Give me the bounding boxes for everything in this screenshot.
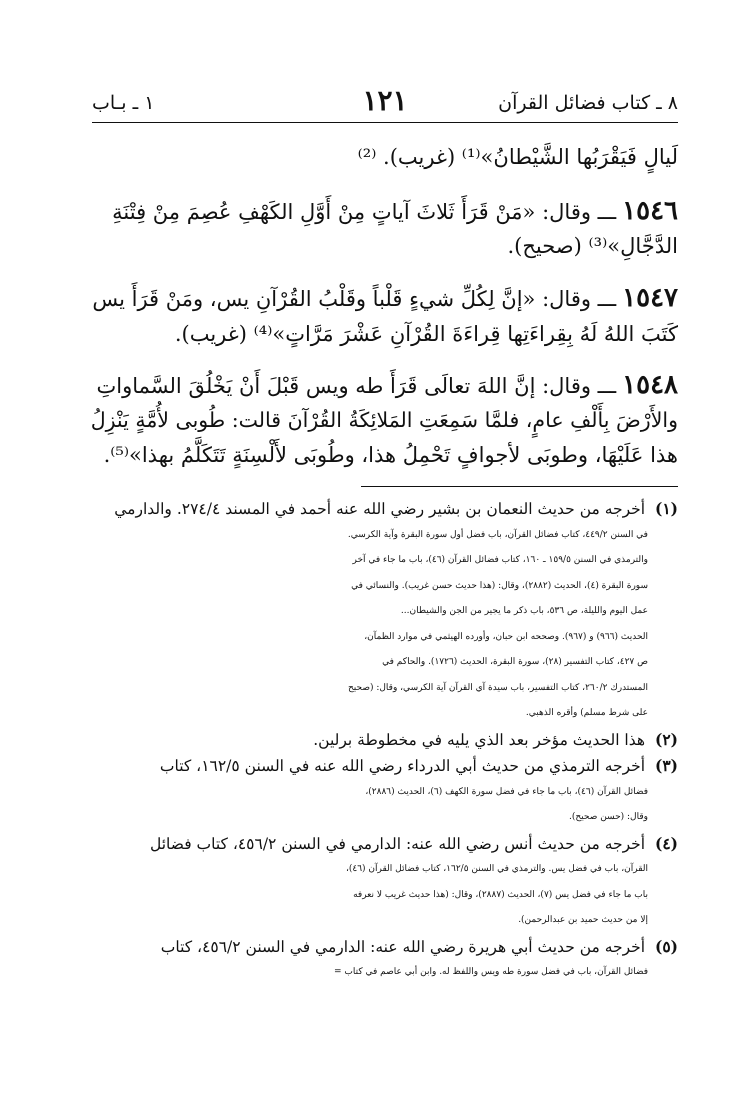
hadith-text: ـــ وقال: إنَّ اللهَ تعالَى قَرَأَ طه ويس قَبْلَ أَنْ يَخْلُقَ السَّماواتِ bbox=[96, 374, 617, 398]
footnote-5-line bbox=[86, 934, 678, 961]
footnote-4-line: باب ما جاء في فضل يس (٧)، الحديث (٢٨٨٧)، وقال: (هذا حديث غريب لا نعرفه bbox=[353, 889, 648, 900]
footnote-3-line: فضائل القرآن (٤٦)، باب ما جاء في فضل سورة الكهف (٦)، الحديث (٢٨٨٦)، bbox=[365, 786, 648, 797]
footnote-number: (٥) bbox=[654, 936, 678, 956]
continuation-line: لَيالٍ فَيَقْرَبُها الشَّيْطانُ»⁽¹⁾ (غريب). ⁽²⁾ bbox=[357, 145, 678, 169]
footnote-1-line: والترمذي في السنن ١٥٩/٥ ـ ١٦٠، كتاب فضائل القرآن (٤٦)، باب ما جاء في آخر bbox=[352, 555, 648, 565]
footnote-1-line: المستدرك ٢٦٠/٢، كتاب التفسير، باب سيدة آي القرآن آية الكرسي، وقال: (صحيح bbox=[347, 682, 648, 693]
footnote-3-line: وقال: (حسن صحيح). bbox=[569, 812, 648, 822]
footnote-2-line bbox=[86, 727, 678, 754]
footnote-number: (٤) bbox=[654, 833, 678, 853]
footnote-1-line: في السنن ٤٤٩/٢، كتاب فضائل القرآن، باب فضل أول سورة البقرة وآية الكرسي. bbox=[347, 529, 648, 540]
footnote-1-line bbox=[86, 496, 678, 523]
hadith-text: ـــ وقال: «مَنْ قَرَأَ ثَلاثَ آياتٍ مِنْ أَوَّلِ الكَهْفِ عُصِمَ مِنْ فِتْنَةِ bbox=[112, 200, 617, 224]
footnote-text: أخرجه الترمذي من حديث أبي الدرداء رضي الله عنه في السنن ١٦٢/٥، كتاب bbox=[159, 757, 646, 775]
footnote-text: أخرجه من حديث أبي هريرة رضي الله عنه: الدارمي في السنن ٤٥٦/٢، كتاب bbox=[160, 937, 646, 956]
footnote-4-line bbox=[86, 831, 678, 858]
hadith-1548-line-2: والأَرْضَ بِأَلْفِ عامٍ، فلمَّا سَمِعَتِ المَلائِكَةُ القُرْآنَ قالت: طُوبى لأُمَّةٍ يَنْزِلُ bbox=[90, 408, 678, 432]
footnote-text: هذا الحديث مؤخر بعد الذي يليه في مخطوطة برلين. bbox=[313, 730, 646, 749]
footnote-4-line: القرآن، باب في فضل يس. والترمذي في السنن ١٦٢/٥، كتاب فضائل القرآن (٤٦)، bbox=[345, 864, 648, 874]
hadith-1546-line-2: الدَّجَّالِ»⁽³⁾ (صحيح). bbox=[507, 234, 678, 258]
footnote-3-line bbox=[86, 753, 678, 780]
footnote-5-line: فضائل القرآن، باب في فضل سورة طه ويس واللفظ له. وابن أبي عاصم في كتاب = bbox=[334, 967, 648, 977]
footnote-number: (١) bbox=[654, 499, 678, 518]
hadith-number: ١٥٤٦ bbox=[622, 196, 678, 226]
footnote-number: (٢) bbox=[654, 729, 678, 749]
footnote-1-line: سورة البقرة (٤)، الحديث (٢٨٨٢)، وقال: (هذا حديث حسن غريب). والنسائي في bbox=[351, 580, 648, 591]
hadith-text: ـــ وقال: «إنَّ لِكُلِّ شيءٍ قَلْباً وقَلْبُ القُرْآنِ يس، ومَنْ قَرَأَ يس bbox=[92, 287, 617, 311]
hadith-1548-line-1 bbox=[97, 370, 678, 401]
hadith-1547-line-1 bbox=[92, 283, 678, 314]
footnote-text: أخرجه من حديث النعمان بن بشير رضي الله عنه أحمد في المسند ٢٧٤/٤. والدارمي bbox=[114, 500, 646, 518]
hadith-1548-line-3: هذا عَلَيْهَا، وطوبَى لأجوافٍ تَحْمِلُ هذا، وطُوبَى لأَلْسِنَةٍ تَتَكَلَّمُ بهذا»⁽⁵⁾. bbox=[103, 443, 678, 467]
chapter-title: ٨ ـ كتاب فضائل القرآن bbox=[498, 92, 678, 114]
hadith-1546-line-1 bbox=[112, 196, 678, 227]
footnote-text: أخرجه من حديث أنس رضي الله عنه: الدارمي في السنن ٤٥٦/٢، كتاب فضائل bbox=[150, 834, 646, 853]
running-header bbox=[92, 86, 678, 122]
footnote-1-line: على شرط مسلم) وأقره الذهبي. bbox=[525, 708, 648, 718]
footnote-1-line: الحديث (٩٦٦) و (٩٦٧). وصححه ابن حبان، وأورده الهيثمي في موارد الظمآن، bbox=[364, 631, 648, 642]
footnotes bbox=[86, 496, 678, 986]
hadith-1547-line-2: كَتَبَ اللهُ لَهُ بِقِراءَتِها قِراءَةَ القُرْآنِ عَشْرَ مَرَّاتٍ»⁽⁴⁾ (غريب). bbox=[174, 322, 678, 346]
footnote-number: (٣) bbox=[654, 756, 678, 775]
footnote-1-line: عمل اليوم والليلة، ص ٥٣٦، باب ذكر ما يجير من الجن والشيطان... bbox=[400, 606, 648, 616]
section-title: ١ ـ بـاب bbox=[92, 92, 155, 114]
hadith-number: ١٥٤٧ bbox=[622, 283, 678, 313]
footnote-4-line: إلا من حديث حميد بن عبدالرحمن). bbox=[518, 915, 648, 925]
header-rule bbox=[92, 122, 678, 123]
hadith-number: ١٥٤٨ bbox=[622, 370, 678, 400]
footnote-1-line: ص ٤٢٧، كتاب التفسير (٢٨)، سورة البقرة، الحديث (١٧٢٦). والحاكم في bbox=[382, 657, 648, 667]
page-number: ١٢١ bbox=[362, 84, 408, 117]
footnote-rule bbox=[361, 486, 678, 487]
